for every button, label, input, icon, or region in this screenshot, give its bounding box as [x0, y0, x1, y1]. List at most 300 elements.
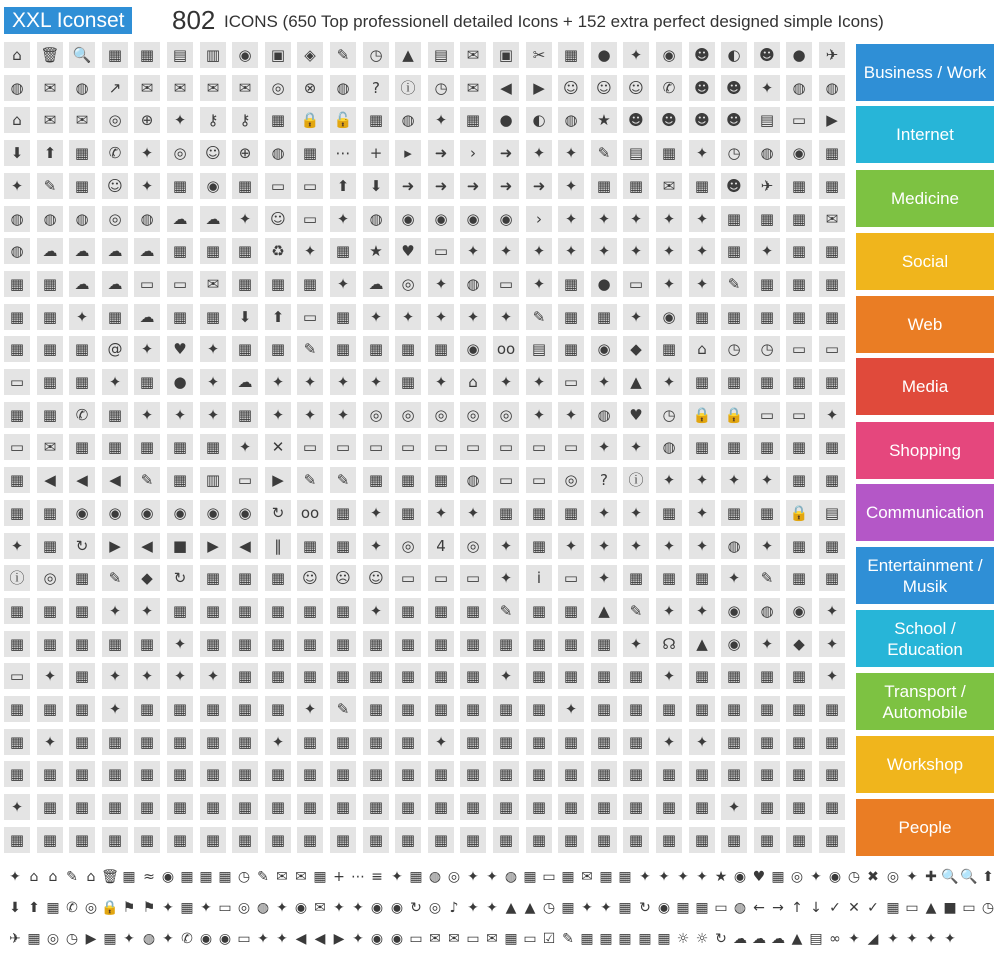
icon-tile: [656, 729, 682, 755]
icon-glyph: ⬆: [336, 176, 350, 195]
simple-icon-glyph: ▦: [561, 869, 575, 885]
icon-tile: [167, 729, 193, 755]
icon-tile: [134, 271, 160, 297]
icon-glyph: ▦: [661, 503, 677, 522]
icon-glyph: ☻: [661, 110, 677, 129]
icon-tile: [134, 173, 160, 199]
icon-glyph: ✦: [597, 372, 611, 391]
icon-tile: [37, 42, 63, 68]
icon-tile: [591, 271, 617, 297]
icon-glyph: ◍: [271, 143, 285, 162]
icon-tile: [102, 140, 128, 166]
icon-glyph: ✉: [43, 78, 57, 97]
icon-tile: [265, 304, 291, 330]
icon-tile: [591, 238, 617, 264]
icon-tile: [786, 631, 812, 657]
icon-glyph: ✎: [760, 568, 774, 587]
icon-glyph: ▦: [237, 764, 253, 783]
icon-tile: [200, 42, 226, 68]
icon-tile: [330, 238, 356, 264]
simple-icon: [862, 866, 884, 888]
icon-tile: [102, 42, 128, 68]
icon-tile: [558, 761, 584, 787]
icon-tile: [134, 761, 160, 787]
icon-tile: [721, 173, 747, 199]
icon-glyph: ▦: [726, 372, 742, 391]
icon-tile: [297, 565, 323, 591]
icon-glyph: ▦: [205, 437, 221, 456]
simple-icon-glyph: ▦: [638, 931, 652, 947]
icon-glyph: ☺: [107, 176, 123, 195]
icon-glyph: ▭: [9, 372, 25, 391]
icon-tile: [819, 75, 845, 101]
simple-icon-glyph: ↻: [639, 900, 651, 916]
icon-glyph: ✦: [466, 241, 480, 260]
simple-icon-glyph: ♪: [449, 900, 459, 916]
icon-tile: [689, 663, 715, 689]
icon-glyph: +: [369, 143, 383, 162]
icon-glyph: ▦: [368, 732, 384, 751]
icon-tile: [819, 631, 845, 657]
icon-glyph: ▦: [596, 634, 612, 653]
icon-tile: [428, 729, 454, 755]
icon-glyph: ▭: [237, 470, 253, 489]
icon-glyph: ▦: [824, 372, 840, 391]
icon-tile: [200, 761, 226, 787]
icon-glyph: ✦: [695, 503, 709, 522]
icon-tile: [526, 467, 552, 493]
icon-tile: [591, 598, 617, 624]
icon-tile: [689, 434, 715, 460]
icon-tile: [526, 238, 552, 264]
simple-icon-glyph: ☑: [542, 931, 556, 947]
icon-tile: [330, 533, 356, 559]
icon-glyph: ▦: [270, 339, 286, 358]
icon-tile: [754, 271, 780, 297]
simple-icon-glyph: ◉: [370, 931, 384, 947]
icon-glyph: ☁: [107, 241, 123, 260]
icon-glyph: ✦: [140, 601, 154, 620]
icon-tile: [786, 206, 812, 232]
icon-tile: [102, 696, 128, 722]
icon-tile: [460, 761, 486, 787]
icon-tile: [591, 827, 617, 853]
icon-glyph: ▦: [335, 764, 351, 783]
simple-icon-glyph: ◉: [390, 900, 404, 916]
icon-glyph: ▦: [726, 699, 742, 718]
icon-tile: [754, 761, 780, 787]
icon-glyph: ◍: [792, 78, 806, 97]
icon-glyph: ✦: [140, 143, 154, 162]
icon-glyph: ▦: [74, 176, 90, 195]
icon-glyph: ▦: [433, 601, 449, 620]
icon-glyph: ▦: [139, 45, 155, 64]
icon-tile: [786, 75, 812, 101]
icon-tile: [558, 238, 584, 264]
icon-tile: [786, 565, 812, 591]
simple-icon-glyph: ▭: [523, 931, 537, 947]
simple-icon-glyph: ◎: [428, 900, 442, 916]
simple-icon: [118, 897, 140, 919]
icon-glyph: ✦: [662, 372, 676, 391]
icon-tile: [297, 696, 323, 722]
icon-glyph: @: [107, 339, 123, 358]
icon-glyph: ▦: [42, 307, 58, 326]
icon-glyph: ▦: [205, 699, 221, 718]
icon-tile: [265, 598, 291, 624]
icon-glyph: ▦: [107, 634, 123, 653]
icon-glyph: ▦: [205, 634, 221, 653]
simple-icon-glyph: ✦: [352, 931, 364, 947]
icon-glyph: ▦: [74, 143, 90, 162]
icon-glyph: ✎: [303, 470, 317, 489]
icon-glyph: ▦: [139, 797, 155, 816]
icon-tile: [265, 827, 291, 853]
icon-glyph: ▦: [205, 732, 221, 751]
icon-glyph: ▦: [42, 372, 58, 391]
icon-tile: [330, 402, 356, 428]
icon-glyph: ▦: [9, 830, 25, 849]
icon-tile: [591, 173, 617, 199]
icon-tile: [721, 663, 747, 689]
simple-icon-glyph: ◎: [886, 869, 900, 885]
icon-tile: [656, 533, 682, 559]
simple-icon-glyph: ▭: [237, 931, 251, 947]
icon-tile: [102, 238, 128, 264]
icon-glyph: ◐: [727, 45, 741, 64]
icon-glyph: ▦: [563, 503, 579, 522]
icon-tile: [493, 696, 519, 722]
icon-tile: [102, 467, 128, 493]
icon-glyph: ▦: [237, 699, 253, 718]
icon-glyph: ▦: [465, 666, 481, 685]
simple-icon-glyph: ▦: [103, 931, 117, 947]
icon-tile: [395, 336, 421, 362]
icon-tile: [232, 75, 258, 101]
icon-tile: [460, 663, 486, 689]
simple-icon-glyph: ✦: [162, 900, 174, 916]
simple-icon-glyph: ☼: [695, 931, 709, 947]
icon-tile: [232, 663, 258, 689]
icon-glyph: ⬇: [238, 307, 252, 326]
icon-glyph: ✦: [662, 241, 676, 260]
icon-tile: [558, 663, 584, 689]
icon-glyph: ✦: [336, 405, 350, 424]
icon-glyph: ▭: [433, 241, 449, 260]
icon-glyph: ▦: [791, 437, 807, 456]
simple-icon-glyph: ✦: [276, 900, 288, 916]
icon-glyph: ▭: [270, 176, 286, 195]
icon-glyph: ▦: [400, 503, 416, 522]
icon-glyph: ⓘ: [628, 470, 644, 489]
icon-tile: [330, 794, 356, 820]
icon-tile: [623, 238, 649, 264]
icon-glyph: ⓘ: [9, 568, 25, 587]
icon-glyph: ✦: [662, 470, 676, 489]
simple-icon: [977, 866, 999, 888]
simple-icon-glyph: ✦: [391, 869, 403, 885]
icon-tile: [819, 271, 845, 297]
simple-icon-glyph: →: [772, 900, 784, 916]
simple-icon-glyph: ▭: [409, 931, 423, 947]
icon-glyph: ▦: [726, 503, 742, 522]
simple-icon-glyph: ▦: [771, 869, 785, 885]
simple-icon-glyph: ⚑: [142, 900, 156, 916]
simple-icon-glyph: ◍: [733, 900, 747, 916]
icon-tile: [786, 598, 812, 624]
icon-tile: [363, 206, 389, 232]
icon-tile: [134, 827, 160, 853]
icon-glyph: ▦: [791, 568, 807, 587]
icon-tile: [102, 500, 128, 526]
icon-glyph: ▦: [9, 764, 25, 783]
category-label: Media: [856, 358, 994, 415]
simple-icon-glyph: ◉: [390, 931, 404, 947]
icon-tile: [558, 434, 584, 460]
icon-glyph: ✦: [303, 372, 317, 391]
icon-tile: [460, 827, 486, 853]
simple-icon-glyph: ▦: [599, 869, 613, 885]
icon-tile: [102, 631, 128, 657]
icon-glyph: ⚷: [239, 110, 251, 129]
icon-tile: [493, 369, 519, 395]
simple-icon-glyph: 🔍: [960, 869, 978, 885]
icon-glyph: ▦: [726, 666, 742, 685]
icon-tile: [689, 271, 715, 297]
icon-tile: [167, 761, 193, 787]
icon-tile: [721, 107, 747, 133]
icon-tile: [37, 271, 63, 297]
icon-glyph: ✦: [564, 143, 578, 162]
icon-tile: [395, 173, 421, 199]
icon-glyph: ▦: [9, 405, 25, 424]
icon-glyph: ✦: [597, 209, 611, 228]
icon-tile: [265, 631, 291, 657]
icon-tile: [526, 631, 552, 657]
icon-glyph: ✉: [75, 110, 89, 129]
simple-icon-glyph: ■: [943, 900, 957, 916]
icon-tile: [460, 598, 486, 624]
icon-glyph: ▦: [107, 307, 123, 326]
simple-icon-glyph: ▦: [618, 900, 632, 916]
icon-glyph: ✦: [336, 372, 350, 391]
icon-tile: [591, 467, 617, 493]
icon-glyph: ▦: [563, 634, 579, 653]
icon-glyph: ▤: [759, 110, 775, 129]
simple-icon-glyph: ▭: [542, 869, 556, 885]
icon-tile: [4, 729, 30, 755]
simple-icon-glyph: ◉: [370, 900, 384, 916]
icon-tile: [4, 206, 30, 232]
icon-glyph: ✦: [727, 568, 741, 587]
simple-icon-glyph: ▦: [676, 900, 690, 916]
icon-tile: [4, 402, 30, 428]
icon-tile: [297, 794, 323, 820]
icon-glyph: ✦: [760, 241, 774, 260]
icon-tile: [37, 238, 63, 264]
simple-icon: [366, 928, 388, 950]
icon-glyph: ↗: [108, 78, 122, 97]
icon-tile: [754, 140, 780, 166]
icon-tile: [265, 238, 291, 264]
icon-tile: [297, 598, 323, 624]
simple-icon-glyph: ✦: [906, 869, 918, 885]
icon-tile: [363, 467, 389, 493]
icon-tile: [134, 533, 160, 559]
icon-glyph: ▦: [270, 699, 286, 718]
icon-glyph: ▦: [335, 634, 351, 653]
icon-tile: [558, 140, 584, 166]
icon-tile: [200, 696, 226, 722]
icon-tile: [4, 271, 30, 297]
simple-icon-glyph: ▦: [27, 931, 41, 947]
simple-icon-glyph: ◀: [295, 931, 307, 947]
icon-glyph: ✦: [369, 307, 383, 326]
simple-icon-glyph: ⋯: [351, 869, 365, 885]
icon-tile: [526, 304, 552, 330]
icon-tile: [134, 402, 160, 428]
icon-glyph: ✦: [466, 307, 480, 326]
icon-tile: [526, 696, 552, 722]
icon-glyph: ▭: [824, 339, 840, 358]
icon-glyph: ☁: [74, 274, 90, 293]
icon-glyph: oo: [496, 339, 516, 358]
icon-glyph: ▦: [270, 634, 286, 653]
simple-icon-glyph: ✉: [448, 931, 460, 947]
simple-icon-glyph: ▦: [409, 869, 423, 885]
icon-glyph: ⌂: [697, 339, 707, 358]
icon-tile: [102, 794, 128, 820]
icon-glyph: ✦: [434, 372, 448, 391]
icon-tile: [330, 434, 356, 460]
icon-tile: [265, 761, 291, 787]
icon-tile: [428, 794, 454, 820]
icon-tile: [37, 533, 63, 559]
icon-tile: [526, 794, 552, 820]
icon-glyph: ▭: [400, 437, 416, 456]
icon-tile: [167, 827, 193, 853]
icon-tile: [102, 369, 128, 395]
icon-glyph: ☁: [172, 209, 188, 228]
icon-tile: [526, 206, 552, 232]
icon-glyph: ▦: [759, 732, 775, 751]
icon-tile: [395, 794, 421, 820]
icon-glyph: ▦: [726, 307, 742, 326]
icon-tile: [656, 42, 682, 68]
icon-tile: [37, 402, 63, 428]
icon-glyph: ▦: [9, 339, 25, 358]
icon-glyph: ▦: [726, 732, 742, 751]
icon-tile: [460, 402, 486, 428]
icon-tile: [395, 663, 421, 689]
simple-icon-glyph: ◉: [733, 869, 747, 885]
simple-icon-glyph: ▦: [657, 931, 671, 947]
icon-tile: [721, 467, 747, 493]
icon-tile: [656, 336, 682, 362]
icon-glyph: ◎: [499, 405, 513, 424]
icon-glyph: ▦: [694, 307, 710, 326]
simple-icon-glyph: ▦: [886, 900, 900, 916]
icon-glyph: ◉: [727, 634, 741, 653]
icon-glyph: ▦: [270, 764, 286, 783]
icon-tile: [526, 75, 552, 101]
icon-glyph: ✦: [206, 339, 220, 358]
icon-glyph: ▦: [596, 830, 612, 849]
simple-icon-glyph: ✦: [639, 869, 651, 885]
icon-tile: [656, 402, 682, 428]
icon-glyph: ✦: [173, 405, 187, 424]
icon-tile: [69, 631, 95, 657]
icon-tile: [167, 206, 193, 232]
icon-glyph: ⊗: [303, 78, 317, 97]
simple-icon-glyph: ▦: [618, 869, 632, 885]
icon-glyph: ▦: [335, 797, 351, 816]
icon-tile: [200, 500, 226, 526]
icon-glyph: ▦: [531, 634, 547, 653]
icon-tile: [558, 467, 584, 493]
icon-glyph: ◎: [401, 274, 415, 293]
icon-tile: [558, 631, 584, 657]
icon-glyph: ✦: [434, 732, 448, 751]
icon-tile: [558, 107, 584, 133]
icon-glyph: ✦: [434, 503, 448, 522]
category-label: Shopping: [856, 422, 994, 479]
icon-tile: [493, 336, 519, 362]
icon-glyph: 🗑: [40, 45, 60, 64]
icon-tile: [395, 206, 421, 232]
simple-icon-glyph: ▭: [962, 900, 976, 916]
icon-glyph: ▶: [272, 470, 284, 489]
icon-glyph: ▦: [759, 797, 775, 816]
icon-glyph: ▦: [302, 536, 318, 555]
simple-icon-glyph: ✚: [925, 869, 937, 885]
icon-glyph: ▦: [433, 634, 449, 653]
category-label: School / Education: [856, 610, 994, 667]
icon-glyph: ▦: [563, 274, 579, 293]
icon-glyph: ☺: [596, 78, 612, 97]
icon-tile: [200, 75, 226, 101]
simple-icon-glyph: ▦: [523, 869, 537, 885]
icon-tile: [265, 173, 291, 199]
icon-glyph: ◎: [434, 405, 448, 424]
icon-tile: [460, 794, 486, 820]
icon-tile: [656, 434, 682, 460]
icon-glyph: ▦: [531, 699, 547, 718]
icon-tile: [754, 565, 780, 591]
icon-glyph: ▭: [531, 437, 547, 456]
icon-glyph: ◉: [206, 176, 220, 195]
icon-tile: [134, 304, 160, 330]
icon-tile: [786, 761, 812, 787]
icon-glyph: ✦: [564, 176, 578, 195]
icon-tile: [102, 402, 128, 428]
icon-glyph: ✎: [336, 470, 350, 489]
icon-tile: [656, 827, 682, 853]
icon-tile: [558, 271, 584, 297]
icon-tile: [102, 173, 128, 199]
icon-tile: [69, 173, 95, 199]
simple-icon-glyph: ✆: [66, 900, 78, 916]
icon-glyph: ☺: [563, 78, 579, 97]
icon-tile: [786, 500, 812, 526]
icon-glyph: ✦: [466, 503, 480, 522]
icon-glyph: ✉: [466, 78, 480, 97]
icon-tile: [297, 173, 323, 199]
icon-tile: [591, 794, 617, 820]
icon-glyph: ◎: [271, 78, 285, 97]
icon-glyph: ▦: [694, 568, 710, 587]
icon-tile: [656, 75, 682, 101]
